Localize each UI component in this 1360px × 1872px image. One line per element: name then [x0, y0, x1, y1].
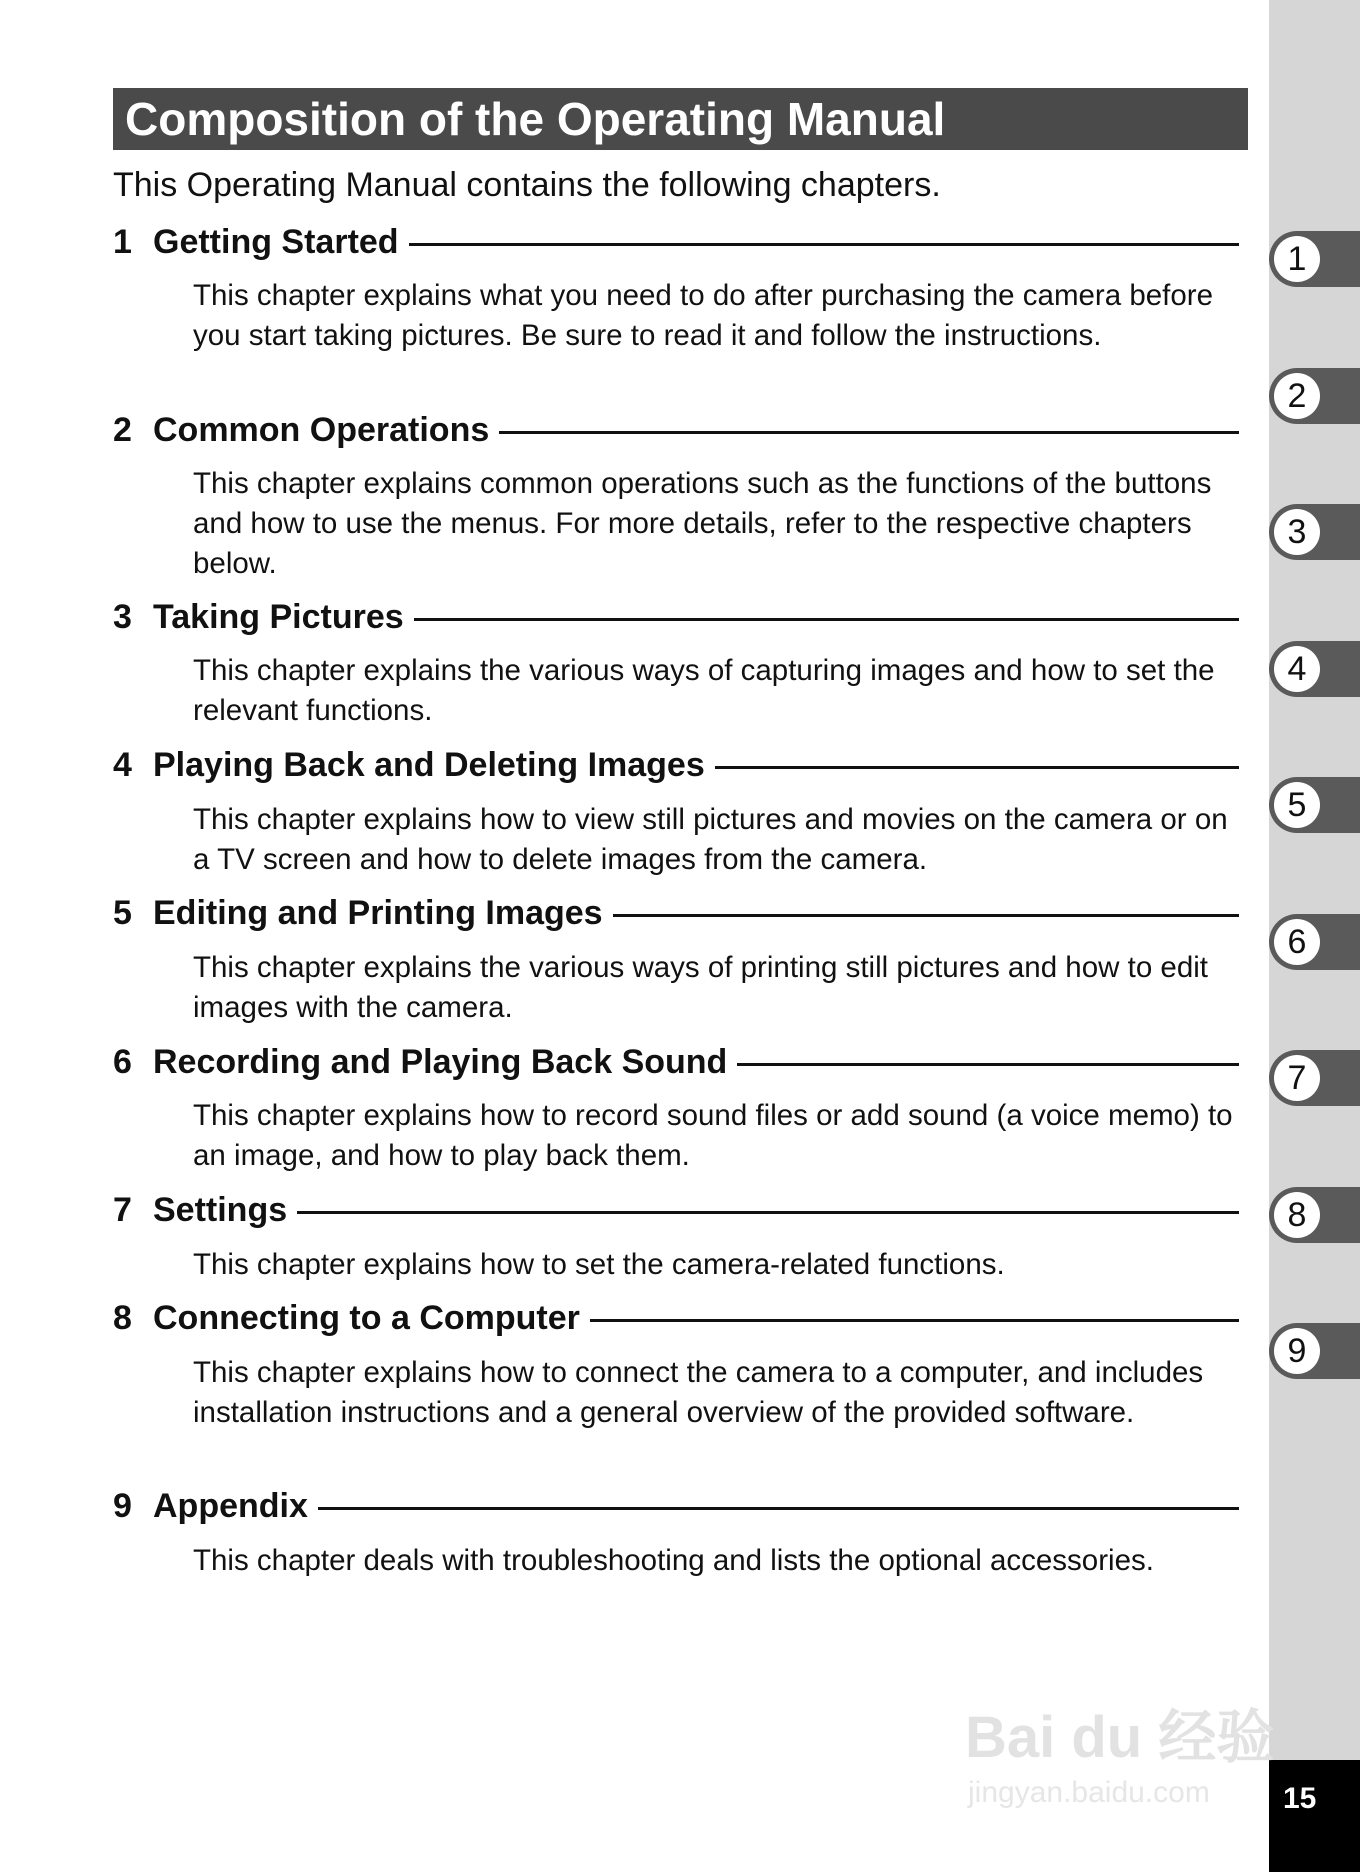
chapter-title: Taking Pictures [153, 597, 404, 636]
watermark-logo: Bai du 经验 [965, 1705, 1275, 1770]
chapter-description-5: This chapter explains the various ways of printing still pictures and how to edit images with the camera. [193, 951, 1208, 1024]
chapter-heading-8 [113, 1296, 1239, 1340]
tab-number: 6 [1274, 919, 1320, 965]
chapter-title: Getting Started [153, 222, 399, 261]
tab-number: 1 [1274, 236, 1320, 282]
chapter-tab-8[interactable] [1269, 1187, 1360, 1243]
title-bar [113, 88, 1248, 150]
page-title: Composition of the Operating Manual [125, 93, 946, 145]
chapter-description-2: This chapter explains common operations such as the functions of the buttons and how to use the menus. For more details, refer to the respective chapters below. [193, 467, 1212, 580]
chapter-heading-1 [113, 220, 1239, 264]
chapter-title: Recording and Playing Back Sound [153, 1042, 728, 1081]
chapter-number: 7 [113, 1190, 132, 1229]
chapter-heading-5 [113, 891, 1239, 935]
chapter-number: 5 [113, 893, 132, 932]
chapter-tab-9[interactable] [1269, 1323, 1360, 1379]
chapter-rule [318, 1507, 1239, 1510]
chapter-description-6: This chapter explains how to record sound files or add sound (a voice memo) to an image, and how to play back them. [193, 1099, 1233, 1172]
chapter-heading-6 [113, 1040, 1239, 1084]
chapter-tab-2[interactable] [1269, 368, 1360, 424]
chapter-number: 8 [113, 1298, 132, 1337]
chapter-description-1: This chapter explains what you need to do after purchasing the camera before you start taking pictures. Be sure to read it and follow the instructions. [193, 279, 1213, 352]
chapter-title: Appendix [153, 1486, 308, 1525]
chapter-description-4: This chapter explains how to view still pictures and movies on the camera or on a TV screen and how to delete images from the camera. [193, 803, 1228, 876]
chapter-rule [715, 766, 1239, 769]
chapter-heading-2 [113, 408, 1239, 452]
chapter-title: Playing Back and Deleting Images [153, 745, 705, 784]
chapter-tab-3[interactable] [1269, 504, 1360, 560]
chapter-number: 2 [113, 410, 132, 449]
chapter-rule [414, 618, 1239, 621]
page-number: 15 [1283, 1782, 1317, 1815]
chapter-rule [499, 431, 1239, 434]
chapter-heading-4 [113, 743, 1239, 787]
chapter-number: 4 [113, 745, 132, 784]
chapter-tab-1[interactable] [1269, 231, 1360, 287]
tab-number: 3 [1274, 509, 1320, 555]
tab-number: 5 [1274, 782, 1320, 828]
chapter-rule [737, 1063, 1239, 1066]
chapter-number: 3 [113, 597, 132, 636]
page-number-box [1269, 1760, 1360, 1872]
chapter-rule [613, 914, 1239, 917]
chapter-description-8: This chapter explains how to connect the camera to a computer, and includes installation instructions and a general overview of the provided software. [193, 1356, 1204, 1429]
chapter-number: 1 [113, 222, 132, 261]
tab-number: 8 [1274, 1192, 1320, 1238]
chapter-number: 6 [113, 1042, 132, 1081]
chapter-description-7: This chapter explains how to set the camera-related functions. [193, 1248, 1005, 1281]
chapter-title: Settings [153, 1190, 288, 1229]
chapter-description-9: This chapter deals with troubleshooting and lists the optional accessories. [193, 1544, 1154, 1577]
chapter-tab-sidebar [1269, 0, 1360, 1872]
tab-number: 4 [1274, 646, 1320, 692]
chapter-heading-3 [113, 595, 1239, 639]
chapter-title: Editing and Printing Images [153, 893, 603, 932]
intro-text: This Operating Manual contains the following chapters. [113, 166, 941, 204]
chapter-number: 9 [113, 1486, 132, 1525]
chapter-tab-6[interactable] [1269, 914, 1360, 970]
chapter-rule [409, 243, 1239, 246]
chapter-tab-7[interactable] [1269, 1050, 1360, 1106]
chapter-rule [590, 1319, 1239, 1322]
chapter-tab-4[interactable] [1269, 641, 1360, 697]
tab-number: 2 [1274, 373, 1320, 419]
chapter-title: Common Operations [153, 410, 490, 449]
chapter-heading-7 [113, 1188, 1239, 1232]
tab-number: 9 [1274, 1328, 1320, 1374]
chapter-title: Connecting to a Computer [153, 1298, 580, 1337]
watermark-url: jingyan.baidu.com [968, 1776, 1210, 1809]
chapter-description-3: This chapter explains the various ways of capturing images and how to set the relevant functions. [193, 654, 1215, 727]
chapter-rule [297, 1211, 1239, 1214]
chapter-heading-9 [113, 1484, 1239, 1528]
tab-number: 7 [1274, 1055, 1320, 1101]
chapter-tab-5[interactable] [1269, 777, 1360, 833]
